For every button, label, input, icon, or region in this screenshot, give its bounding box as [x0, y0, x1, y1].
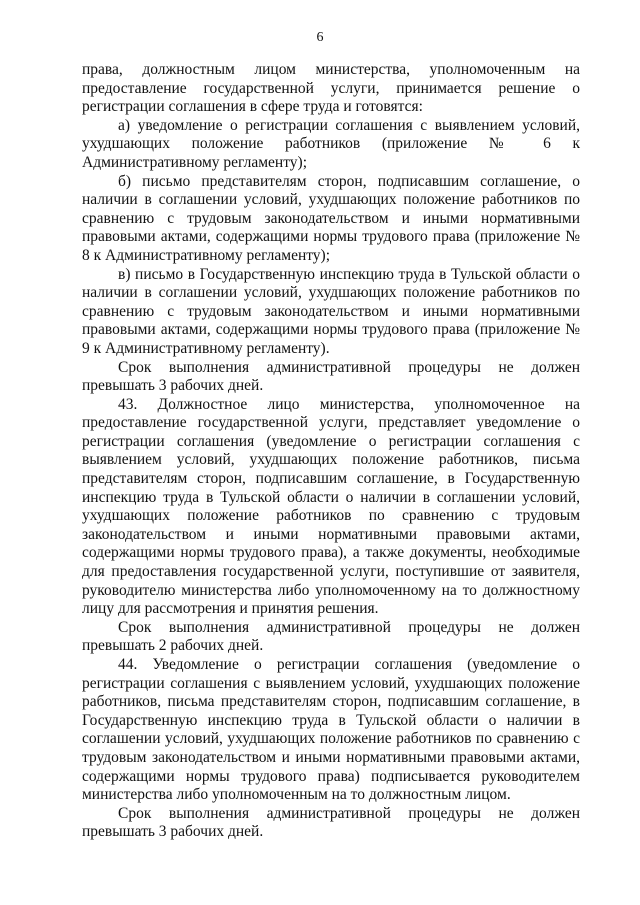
paragraph-deadline-1: Срок выполнения административной процедуры не должен превышать 3 рабочих дней. — [82, 358, 580, 395]
paragraph-item-a: а) уведомление о регистрации соглашения с выявлением условий, ухудшающих положение работников (приложение № 6 к Административному регламенту); — [82, 116, 580, 171]
document-body — [82, 61, 580, 842]
page-number: 6 — [316, 30, 324, 45]
paragraph-deadline-2: Срок выполнения административной процедуры не должен превышать 2 рабочих дней. — [82, 618, 580, 655]
paragraph-item-b: б) письмо представителям сторон, подписавшим соглашение, о наличии в соглашении условий, ухудшающих положение работников по сравнению с трудовым законодательством и иными нормативными правовыми актами, содержащими нормы трудового права (приложение № 8 к Административному регламенту); — [82, 172, 580, 264]
paragraph-item-v: в) письмо в Государственную инспекцию труда в Тульской области о наличии в соглашении условий, ухудшающих положение работников по сравнению с трудовым законодательством и иными нормативными правовыми актами, содержащими нормы трудового права (приложение № 9 к Административному регламенту). — [82, 265, 580, 357]
paragraph-clause-44: 44. Уведомление о регистрации соглашения (уведомление о регистрации соглашения с выявлением условий, ухудшающих положение работников, письма представителям сторон, подписавшим соглашение, в Государственную инспекцию труда в Тульской области о наличии в соглашении условий, ухудшающих положение работников по сравнению с трудовым законодательством и иными нормативными правовыми актами, содержащими нормы трудового права) подписывается руководителем министерства либо уполномоченным на то должностным лицом. — [82, 656, 580, 804]
paragraph-continuation: права, должностным лицом министерства, уполномоченным на предоставление государственной услуги, принимается решение о регистрации соглашения в сфере труда и готовятся: — [82, 61, 580, 116]
paragraph-clause-43: 43. Должностное лицо министерства, уполномоченное на предоставление государственной услуги, представляет уведомление о регистрации соглашения (уведомление о регистрации соглашения с выявлением условий, ухудшающих положение работников, письма представителям сторон, подписавшим соглашение, в Государственную инспекцию труда в Тульской области о наличии в соглашении условий, ухудшающих положение работников по сравнению с трудовым законодательством и иными нормативными правовыми актами, содержащими нормы трудового права), а также документы, необходимые для предоставления государственной услуги, поступившие от заявителя, руководителю министерства либо уполномоченному на то должностному лицу для рассмотрения и принятия решения. — [82, 395, 580, 618]
paragraph-deadline-3: Срок выполнения административной процедуры не должен превышать 3 рабочих дней. — [82, 804, 580, 841]
